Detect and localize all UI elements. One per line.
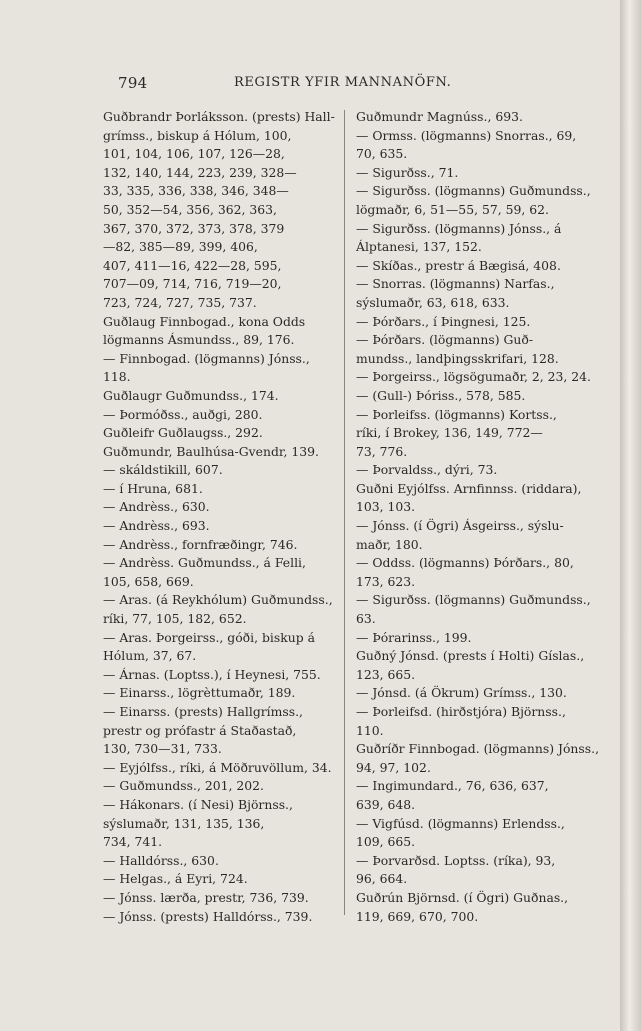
index-entry-line: sýslumaðr, 131, 135, 136, <box>103 815 265 831</box>
index-entry-line: 707—09, 714, 716, 719—20, <box>103 276 282 292</box>
index-entry <box>356 331 586 368</box>
index-entry-line: 70, 635. <box>356 146 408 162</box>
index-entry <box>103 536 337 555</box>
index-entry-line: 105, 658, 669. <box>103 573 194 589</box>
index-entry-line: — Jónss. (í Ögri) Ásgeirss., sýslu- <box>356 518 564 534</box>
page-header <box>118 74 558 94</box>
index-entry <box>103 852 337 871</box>
index-entry-line: — (Gull-) Þóriss., 578, 585. <box>356 387 526 403</box>
index-entry-line: — Jónss. lærða, prestr, 736, 739. <box>103 889 309 905</box>
index-entry-line: — Eyjólfss., ríki, á Möðruvöllum, 34. <box>103 759 332 775</box>
index-entry-line: 734, 741. <box>103 834 163 850</box>
index-entry-line: Guðmundr Magnúss., 693. <box>356 109 523 124</box>
index-entry-line: — Ormss. (lögmanns) Snorras., 69, <box>356 127 577 143</box>
index-entry <box>103 480 337 499</box>
index-entry <box>356 257 586 276</box>
index-entry <box>103 591 337 628</box>
index-entry-line: — Andrèss., fornfræðingr, 746. <box>103 536 298 552</box>
index-entry <box>356 480 586 517</box>
index-entry-line: 407, 411—16, 422—28, 595, <box>103 257 282 273</box>
column-divider <box>344 110 345 915</box>
index-entry-line: — Helgas., á Eyri, 724. <box>103 871 248 887</box>
index-entry-line: — Jónss. (prests) Halldórss., 739. <box>103 908 313 924</box>
index-entry-line: — Aras. Þorgeirss., góði, biskup á <box>103 629 315 645</box>
index-entry-line: Guðni Eyjólfss. Arnfinnss. (riddara), <box>356 480 582 496</box>
index-entry-line: 110. <box>356 722 384 738</box>
index-entry-line: mundss., landþingsskrifari, 128. <box>356 350 559 366</box>
index-entry <box>356 647 586 684</box>
index-entry <box>356 777 586 814</box>
index-entry <box>103 443 337 462</box>
index-entry-line: Guðrún Björnsd. (í Ögri) Guðnas., <box>356 889 569 905</box>
index-entry-line: — Sigurðss., 71. <box>356 164 459 180</box>
index-entry-line: prestr og prófastr á Staðastað, <box>103 722 297 738</box>
index-entry-line: 173, 623. <box>356 573 416 589</box>
index-entry-line: Hólum, 37, 67. <box>103 648 197 664</box>
index-entry <box>356 629 586 648</box>
index-entry <box>356 852 586 889</box>
index-entry-line: — Einarss., lögrèttumaðr, 189. <box>103 685 296 701</box>
index-entry-line: — Þorgeirss., lögsögumaðr, 2, 23, 24. <box>356 369 591 385</box>
index-entry-line: — Andrèss., 630. <box>103 499 210 515</box>
index-entry-line: Guðlaugr Guðmundss., 174. <box>103 387 279 403</box>
index-entry-line: 96, 664. <box>356 871 408 887</box>
index-entry-line: — Einarss. (prests) Hallgrímss., <box>103 704 303 719</box>
index-entry <box>103 759 337 778</box>
index-entry <box>103 777 337 796</box>
index-entry <box>356 461 586 480</box>
index-entry <box>103 889 337 908</box>
index-entry-line: maðr, 180. <box>356 536 423 552</box>
index-entry <box>356 815 586 852</box>
page-number: 794 <box>118 74 148 92</box>
index-entry-line: 119, 669, 670, 700. <box>356 908 479 924</box>
index-entry-line: Guðný Jónsd. (prests í Holti) Gíslas., <box>356 648 585 664</box>
index-entry-line: — skáldstikill, 607. <box>103 462 223 478</box>
index-entry <box>356 554 586 591</box>
index-entry-line: — Þorleifsd. (hirðstjóra) Björnss., <box>356 704 566 719</box>
index-entry-line: — Oddss. (lögmanns) Þórðars., 80, <box>356 555 574 571</box>
index-entry-line: 109, 665. <box>356 834 416 850</box>
index-entry-line: — Sigurðss. (lögmanns) Guðmundss., <box>356 592 591 608</box>
index-entry <box>356 387 586 406</box>
index-entry-line: 639, 648. <box>356 796 416 812</box>
index-entry-line: — Andrèss. Guðmundss., á Felli, <box>103 555 306 571</box>
index-entry-line: — Árnas. (Loptss.), í Heynesi, 755. <box>103 666 321 682</box>
index-entry <box>356 108 586 127</box>
index-entry-line: — Þórðars. (lögmanns) Guð- <box>356 332 534 348</box>
index-entry <box>103 498 337 517</box>
index-entry-line: 101, 104, 106, 107, 126—28, <box>103 146 285 162</box>
index-entry-line: — Aras. (á Reykhólum) Guðmundss., <box>103 592 333 608</box>
index-entry-line: ríki, í Brokey, 136, 149, 772— <box>356 425 543 441</box>
index-entry-line: Álptanesi, 137, 152. <box>356 239 482 255</box>
index-entry-line: — Skíðas., prestr á Bægisá, 408. <box>356 257 561 273</box>
index-entry-line: — Þorvarðsd. Loptss. (ríka), 93, <box>356 852 556 868</box>
index-entry <box>103 629 337 666</box>
index-entry <box>356 164 586 183</box>
index-entry <box>103 870 337 889</box>
index-entry-line: Guðmundr, Baulhúsa-Gvendr, 139. <box>103 443 319 459</box>
index-entry-line: — Andrèss., 693. <box>103 518 210 534</box>
page-edge <box>620 0 641 1031</box>
index-entry-line: 73, 776. <box>356 443 408 459</box>
index-entry-line: 130, 730—31, 733. <box>103 741 222 757</box>
index-entry-line: — Þorleifss. (lögmanns) Kortss., <box>356 406 557 422</box>
index-entry-line: 118. <box>103 369 131 385</box>
index-entry-line: Guðbrandr Þorláksson. (prests) Hall- <box>103 109 335 124</box>
index-entry <box>356 220 586 257</box>
index-entry-line: — Finnbogad. (lögmanns) Jónss., <box>103 350 310 366</box>
index-entry <box>356 313 586 332</box>
index-entry-line: 63. <box>356 611 376 627</box>
index-entry-line: — Þormóðss., auðgi, 280. <box>103 406 263 422</box>
index-entry-line: — Sigurðss. (lögmanns) Jónss., á <box>356 220 562 236</box>
index-entry <box>103 554 337 591</box>
index-entry <box>103 350 337 387</box>
index-entry-line: 94, 97, 102. <box>356 759 431 775</box>
index-entry-line: — Guðmundss., 201, 202. <box>103 778 264 794</box>
index-entry <box>103 406 337 425</box>
index-entry-line: Guðlaug Finnbogad., kona Odds <box>103 313 306 329</box>
index-entry-line: — Vigfúsd. (lögmanns) Erlendss., <box>356 815 565 831</box>
index-entry-line: grímss., biskup á Hólum, 100, <box>103 127 292 143</box>
index-entry <box>103 796 337 852</box>
index-entry <box>356 127 586 164</box>
index-entry <box>103 703 337 759</box>
index-entry <box>356 740 600 777</box>
index-entry-line: ríki, 77, 105, 182, 652. <box>103 611 247 627</box>
index-entry-line: 123, 665. <box>356 666 416 682</box>
index-entry-line: 33, 335, 336, 338, 346, 348— <box>103 183 289 199</box>
index-entry <box>356 684 586 703</box>
right-column <box>356 108 600 926</box>
index-entry <box>356 889 586 926</box>
index-entry-line: sýslumaðr, 63, 618, 633. <box>356 294 510 310</box>
index-entry <box>103 908 337 927</box>
running-title: REGISTR YFIR MANNANÖFN. <box>234 75 452 90</box>
index-entry-line: 132, 140, 144, 223, 239, 328— <box>103 164 297 180</box>
index-entry <box>103 666 337 685</box>
index-entry-line: — Ingimundard., 76, 636, 637, <box>356 778 549 794</box>
index-entry <box>103 108 337 313</box>
index-entry-line: 723, 724, 727, 735, 737. <box>103 294 257 310</box>
index-entry <box>356 368 591 387</box>
index-entry <box>103 424 337 443</box>
index-entry-line: — Halldórss., 630. <box>103 852 219 868</box>
index-entry-line: — í Hruna, 681. <box>103 480 203 496</box>
index-entry-line: — Þorvaldss., dýri, 73. <box>356 462 498 478</box>
index-entry <box>356 517 586 554</box>
index-entry-line: — Sigurðss. (lögmanns) Guðmundss., <box>356 183 591 199</box>
index-entry <box>103 313 337 350</box>
index-entry <box>103 517 337 536</box>
index-entry <box>356 275 586 312</box>
left-column <box>103 108 337 926</box>
index-entry <box>356 591 591 628</box>
index-entry-line: — Snorras. (lögmanns) Narfas., <box>356 276 555 292</box>
index-entry-line: 367, 370, 372, 373, 378, 379 <box>103 220 285 236</box>
index-entry <box>356 182 591 219</box>
index-entry-line: lögmaðr, 6, 51—55, 57, 59, 62. <box>356 201 549 217</box>
index-entry <box>103 387 337 406</box>
index-entry-line: Guðríðr Finnbogad. (lögmanns) Jónss., <box>356 741 600 757</box>
index-entry-line: 50, 352—54, 356, 362, 363, <box>103 201 277 217</box>
index-entry-line: lögmanns Ásmundss., 89, 176. <box>103 332 295 348</box>
index-entry-line: — Jónsd. (á Ökrum) Grímss., 130. <box>356 685 567 701</box>
index-entry-line: 103, 103. <box>356 499 416 515</box>
index-entry <box>103 684 337 703</box>
index-entry <box>356 703 586 740</box>
index-entry-line: Guðleifr Guðlaugss., 292. <box>103 425 263 441</box>
index-entry <box>103 461 337 480</box>
index-entry-line: — Þórðars., í Þingnesi, 125. <box>356 313 531 329</box>
index-entry-line: — Hákonars. (í Nesi) Björnss., <box>103 796 293 812</box>
index-entry-line: — Þórarinss., 199. <box>356 629 472 645</box>
index-entry-line: —82, 385—89, 399, 406, <box>103 239 258 255</box>
index-entry <box>356 406 586 462</box>
